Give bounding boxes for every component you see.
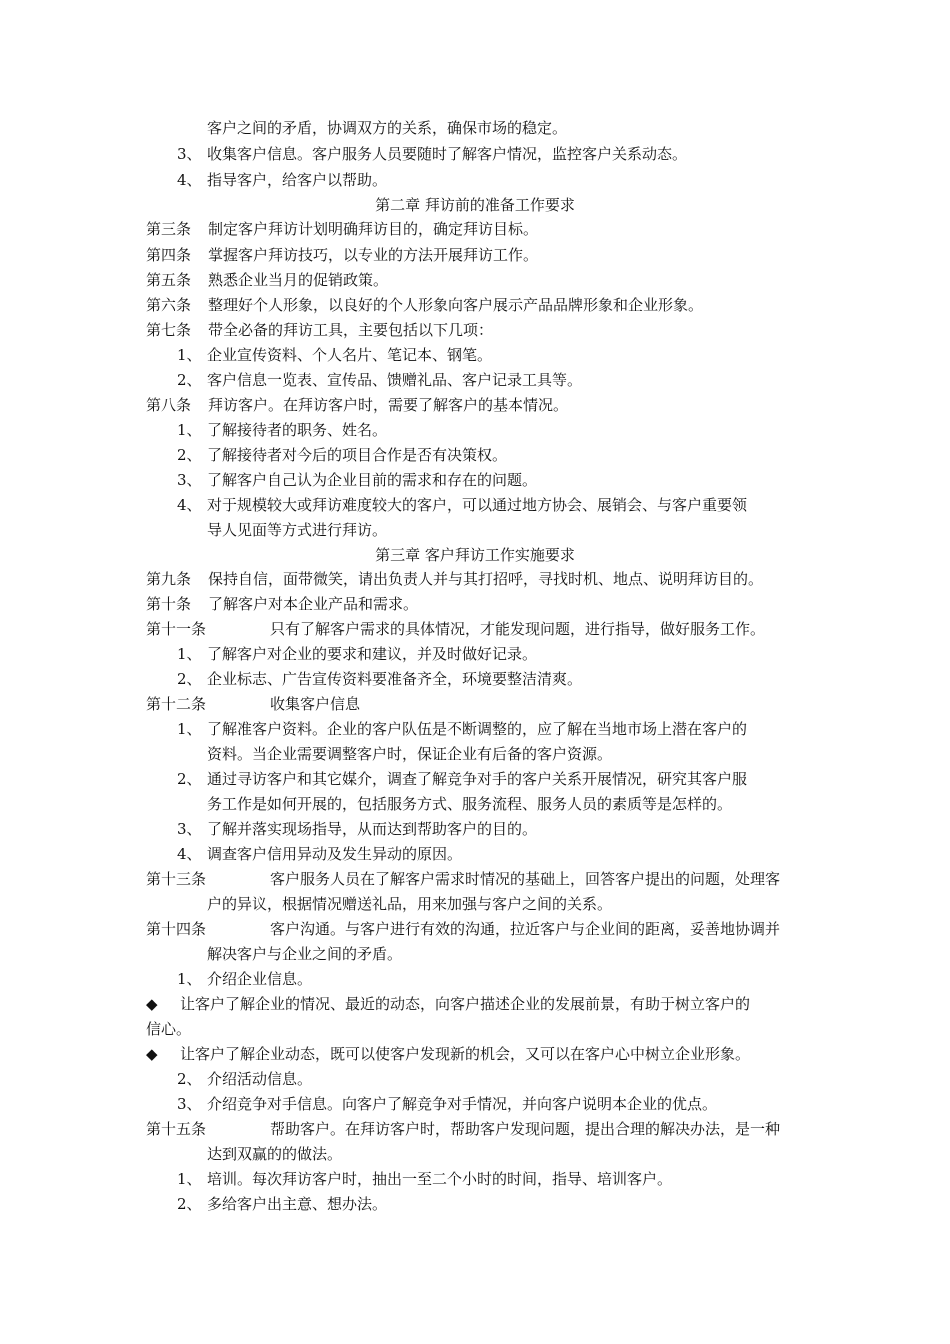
line-text: 了解并落实现场指导，从而达到帮助客户的目的。 <box>207 820 538 838</box>
numbered-item <box>177 642 537 666</box>
article-label: 第三条 <box>146 220 192 238</box>
numbered-item <box>177 418 387 442</box>
article-label: 第十四条 <box>146 920 207 938</box>
line-text: 了解准客户资料。企业的客户队伍是不断调整的，应了解在当地市场上潜在客户的 <box>207 720 748 738</box>
article-line <box>146 692 360 716</box>
line-text: 带全必备的拜访工具，主要包括以下几项： <box>208 321 494 339</box>
article-label: 第九条 <box>146 570 192 588</box>
numbered-item <box>177 1192 387 1216</box>
numbered-item <box>177 1167 672 1191</box>
item-number: 1、 <box>177 970 202 988</box>
numbered-item <box>177 1092 717 1116</box>
item-number: 1、 <box>177 720 202 738</box>
line-text: 指导客户，给客户以帮助。 <box>207 171 388 189</box>
item-number: 1、 <box>177 421 202 439</box>
line-text: 保持自信，面带微笑，请出负责人并与其打招呼，寻找时机、地点、说明拜访目的。 <box>208 570 764 588</box>
item-number: 1、 <box>177 1170 202 1188</box>
line-text: 掌握客户拜访技巧，以专业的方法开展拜访工作。 <box>208 246 539 264</box>
line-text: 只有了解客户需求的具体情况，才能发现问题，进行指导，做好服务工作。 <box>270 620 766 638</box>
item-number: 2、 <box>177 371 202 389</box>
line-text: 通过寻访客户和其它媒介，调查了解竞争对手的客户关系开展情况，研究其客户服 <box>207 770 748 788</box>
line-text: 对于规模较大或拜访难度较大的客户，可以通过地方协会、展销会、与客户重要领 <box>207 496 748 514</box>
line-text: 调查客户信用异动及发生异动的原因。 <box>207 845 463 863</box>
line-text: 介绍竞争对手信息。向客户了解竞争对手情况，并向客户说明本企业的优点。 <box>207 1095 718 1113</box>
line-text: 了解客户对企业的要求和建议，并及时做好记录。 <box>207 645 538 663</box>
item-number: 4、 <box>177 845 202 863</box>
numbered-item <box>177 1067 312 1091</box>
item-number: 2、 <box>177 1070 202 1088</box>
diamond-bullet-icon: ◆ <box>146 1045 158 1063</box>
item-number: 1、 <box>177 346 202 364</box>
line-text: 制定客户拜访计划明确拜访目的，确定拜访目标。 <box>208 220 539 238</box>
article-label: 第五条 <box>146 271 192 289</box>
continuation-line: 户的异议，根据情况赠送礼品，用来加强与客户之间的关系。 <box>207 895 613 913</box>
continuation-line: 资料。当企业需要调整客户时，保证企业有后备的客户资源。 <box>207 745 613 763</box>
line-text: 让客户了解企业的情况、最近的动态，向客户描述企业的发展前景，有助于树立客户的 <box>180 995 751 1013</box>
item-number: 3、 <box>177 145 202 163</box>
article-label: 第八条 <box>146 396 192 414</box>
line-text: 收集客户信息 <box>270 695 361 713</box>
numbered-item <box>177 717 747 741</box>
item-number: 2、 <box>177 670 202 688</box>
continuation-line: 信心。 <box>146 1020 192 1038</box>
article-label: 第十三条 <box>146 870 207 888</box>
line-text: 了解接待者的职务、姓名。 <box>207 421 388 439</box>
continuation-line: 导人见面等方式进行拜访。 <box>207 521 388 539</box>
line-text: 帮助客户。在拜访客户时，帮助客户发现问题，提出合理的解决办法，是一种 <box>270 1120 781 1138</box>
article-line <box>146 1117 780 1141</box>
article-line <box>146 243 538 267</box>
numbered-item <box>177 142 687 166</box>
numbered-item <box>177 967 312 991</box>
continuation-line: 解决客户与企业之间的矛盾。 <box>207 945 403 963</box>
diamond-bullet-icon: ◆ <box>146 995 158 1013</box>
article-line <box>146 318 493 342</box>
article-label: 第十二条 <box>146 695 207 713</box>
item-number: 4、 <box>177 171 202 189</box>
numbered-item <box>177 343 492 367</box>
article-line <box>146 393 568 417</box>
numbered-item <box>177 168 387 192</box>
numbered-item <box>177 817 537 841</box>
item-number: 3、 <box>177 1095 202 1113</box>
numbered-item <box>177 493 747 517</box>
line-text: 了解接待者对今后的项目合作是否有决策权。 <box>207 446 508 464</box>
line-text: 整理好个人形象，以良好的个人形象向客户展示产品品牌形象和企业形象。 <box>208 296 704 314</box>
item-number: 2、 <box>177 1195 202 1213</box>
item-number: 1、 <box>177 645 202 663</box>
line-text: 介绍企业信息。 <box>207 970 313 988</box>
line-text: 客户沟通。与客户进行有效的沟通，拉近客户与企业间的距离，妥善地协调并 <box>270 920 781 938</box>
bullet-item <box>146 992 750 1016</box>
article-label: 第十一条 <box>146 620 207 638</box>
bullet-item <box>146 1042 750 1066</box>
continuation-line: 达到双赢的的做法。 <box>207 1145 343 1163</box>
item-number: 3、 <box>177 820 202 838</box>
line-text: 培训。每次拜访客户时，抽出一至二个小时的时间，指导、培训客户。 <box>207 1170 673 1188</box>
line-text: 多给客户出主意、想办法。 <box>207 1195 388 1213</box>
continuation-line: 务工作是如何开展的，包括服务方式、服务流程、服务人员的素质等是怎样的。 <box>207 795 733 813</box>
chapter-heading: 第三章 客户拜访工作实施要求 <box>375 546 575 564</box>
item-number: 2、 <box>177 770 202 788</box>
article-line <box>146 567 763 591</box>
line-text: 了解客户自己认为企业目前的需求和存在的问题。 <box>207 471 538 489</box>
article-label: 第六条 <box>146 296 192 314</box>
line-text: 拜访客户。在拜访客户时，需要了解客户的基本情况。 <box>208 396 569 414</box>
article-label: 第四条 <box>146 246 192 264</box>
line-text: 熟悉企业当月的促销政策。 <box>208 271 389 289</box>
line-text: 客户信息一览表、宣传品、馈赠礼品、客户记录工具等。 <box>207 371 583 389</box>
numbered-item <box>177 842 462 866</box>
article-line <box>146 592 418 616</box>
article-line <box>146 867 780 891</box>
numbered-item <box>177 667 582 691</box>
line-text: 收集客户信息。客户服务人员要随时了解客户情况，监控客户关系动态。 <box>207 145 688 163</box>
numbered-item <box>177 468 537 492</box>
article-line <box>146 293 703 317</box>
item-number: 4、 <box>177 496 202 514</box>
chapter-heading: 第二章 拜访前的准备工作要求 <box>375 196 575 214</box>
article-label: 第十条 <box>146 595 192 613</box>
line-text: 了解客户对本企业产品和需求。 <box>208 595 419 613</box>
continuation-line: 客户之间的矛盾，协调双方的关系，确保市场的稳定。 <box>207 119 568 137</box>
article-line <box>146 217 538 241</box>
article-line <box>146 268 388 292</box>
line-text: 企业标志、广告宣传资料要准备齐全，环境要整洁清爽。 <box>207 670 583 688</box>
line-text: 企业宣传资料、个人名片、笔记本、钢笔。 <box>207 346 493 364</box>
article-line <box>146 917 780 941</box>
line-text: 客户服务人员在了解客户需求时情况的基础上，回答客户提出的问题，处理客 <box>270 870 781 888</box>
article-label: 第十五条 <box>146 1120 207 1138</box>
line-text: 介绍活动信息。 <box>207 1070 313 1088</box>
article-line <box>146 617 765 641</box>
item-number: 2、 <box>177 446 202 464</box>
article-label: 第七条 <box>146 321 192 339</box>
item-number: 3、 <box>177 471 202 489</box>
numbered-item <box>177 443 507 467</box>
line-text: 让客户了解企业动态，既可以使客户发现新的机会，又可以在客户心中树立企业形象。 <box>180 1045 751 1063</box>
numbered-item <box>177 368 582 392</box>
numbered-item <box>177 767 747 791</box>
